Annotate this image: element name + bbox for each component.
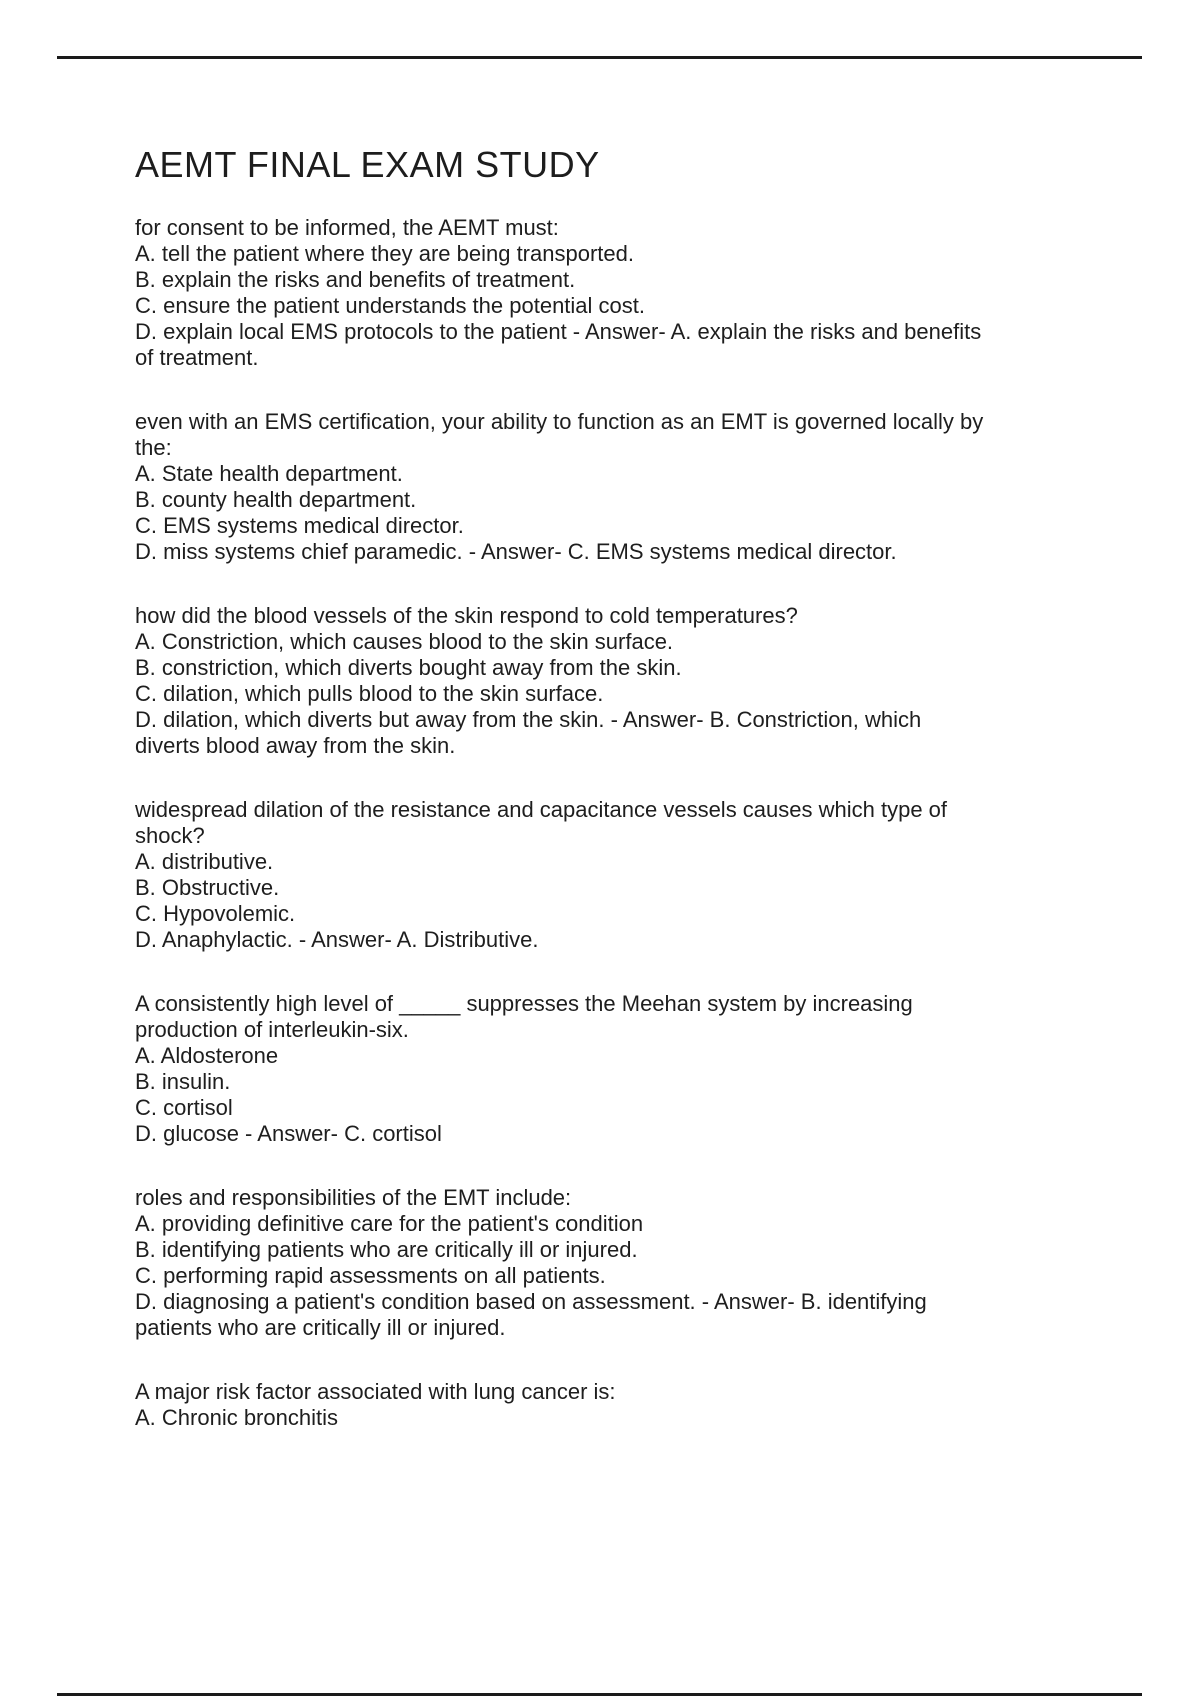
text-line: D. Anaphylactic. - Answer- A. Distributive. — [135, 927, 539, 952]
text-line: the: — [135, 435, 172, 460]
question-block — [135, 1379, 1080, 1431]
text-line: diverts blood away from the skin. — [135, 733, 456, 758]
text-line: D. miss systems chief paramedic. - Answer- C. EMS systems medical director. — [135, 539, 897, 564]
text-line: patients who are critically ill or injured. — [135, 1315, 506, 1340]
text-line: D. explain local EMS protocols to the patient - Answer- A. explain the risks and benefits — [135, 319, 982, 344]
text-line: B. explain the risks and benefits of treatment. — [135, 267, 576, 292]
text-line: of treatment. — [135, 345, 259, 370]
text-line: A. State health department. — [135, 461, 403, 486]
text-line: widespread dilation of the resistance and capacitance vessels causes which type of — [135, 797, 948, 822]
text-line: A. tell the patient where they are being transported. — [135, 241, 634, 266]
question-block — [135, 991, 1080, 1147]
bottom-horizontal-rule — [57, 1693, 1142, 1696]
text-line: B. identifying patients who are critically ill or injured. — [135, 1237, 638, 1262]
text-line: shock? — [135, 823, 205, 848]
text-line: A. providing definitive care for the patient's condition — [135, 1211, 644, 1236]
page-title: AEMT FINAL EXAM STUDY — [135, 144, 600, 185]
text-line: even with an EMS certification, your ability to function as an EMT is governed locally by — [135, 409, 984, 434]
text-line: C. ensure the patient understands the potential cost. — [135, 293, 645, 318]
questions-container — [135, 215, 1080, 1469]
text-line: C. dilation, which pulls blood to the skin surface. — [135, 681, 604, 706]
text-line: C. Hypovolemic. — [135, 901, 296, 926]
text-line: A consistently high level of _____ suppresses the Meehan system by increasing — [135, 991, 913, 1016]
question-block — [135, 603, 1080, 759]
text-line: C. cortisol — [135, 1095, 233, 1120]
text-line: production of interleukin-six. — [135, 1017, 409, 1042]
text-line: A. Aldosterone — [135, 1043, 279, 1068]
text-line: for consent to be informed, the AEMT must: — [135, 215, 559, 240]
text-line: A. distributive. — [135, 849, 274, 874]
top-horizontal-rule — [57, 56, 1142, 59]
text-line: roles and responsibilities of the EMT include: — [135, 1185, 572, 1210]
text-line: D. diagnosing a patient's condition based on assessment. - Answer- B. identifying — [135, 1289, 927, 1314]
text-line: B. constriction, which diverts bought away from the skin. — [135, 655, 682, 680]
text-line: D. dilation, which diverts but away from the skin. - Answer- B. Constriction, which — [135, 707, 922, 732]
question-block — [135, 409, 1080, 565]
text-line: D. glucose - Answer- C. cortisol — [135, 1121, 442, 1146]
question-block — [135, 215, 1080, 371]
question-block — [135, 1185, 1080, 1341]
text-line: C. EMS systems medical director. — [135, 513, 464, 538]
text-line: A. Constriction, which causes blood to the skin surface. — [135, 629, 674, 654]
text-line: how did the blood vessels of the skin respond to cold temperatures? — [135, 603, 798, 628]
question-block — [135, 797, 1080, 953]
text-line: B. Obstructive. — [135, 875, 280, 900]
text-line: C. performing rapid assessments on all patients. — [135, 1263, 606, 1288]
text-line: A. Chronic bronchitis — [135, 1405, 338, 1430]
text-line: B. insulin. — [135, 1069, 231, 1094]
text-line: A major risk factor associated with lung cancer is: — [135, 1379, 616, 1404]
text-line: B. county health department. — [135, 487, 417, 512]
